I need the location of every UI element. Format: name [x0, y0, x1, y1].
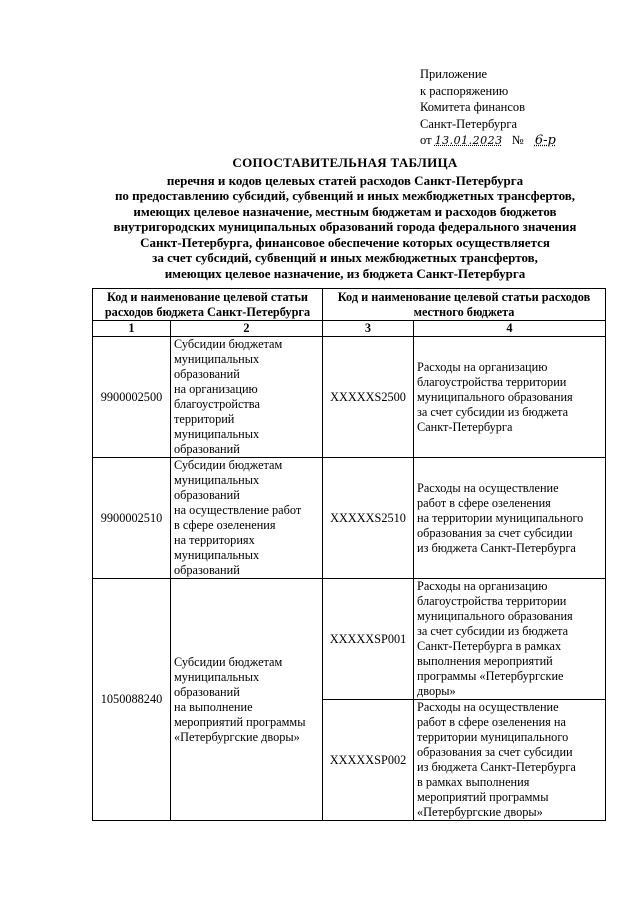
- title-line: Санкт-Петербурга, финансовое обеспечение которых осуществляется: [140, 234, 550, 250]
- document-title: [100, 155, 590, 281]
- local-name: Расходы на осуществление работ в сфере озеленения на территории муниципального образования за счет субсидии из бюджета Санкт-Петербурга в рамках выполнения мероприятий программы «Петербургские дворы»: [414, 700, 606, 821]
- appendix-line: к распоряжению: [420, 83, 509, 98]
- local-code: XXXXXS2510: [323, 458, 414, 579]
- title-line: перечня и кодов целевых статей расходов Санкт-Петербурга: [166, 172, 524, 188]
- title-line: внутригородских муниципальных образований города федерального значения: [113, 219, 577, 234]
- title-line: по предоставлению субсидий, субвенций и иных межбюджетных трансфертов,: [114, 188, 576, 203]
- table-header-row: [93, 289, 606, 321]
- number-sign: №: [511, 133, 524, 147]
- appendix-block: [420, 66, 556, 150]
- local-code: XXXXXS2500: [323, 337, 414, 458]
- appendix-line: Комитета финансов: [420, 100, 526, 114]
- appendix-date-line: [420, 132, 556, 150]
- header-local: Код и наименование целевой статьи расходов местного бюджета: [323, 289, 606, 321]
- local-code: XXXXXSP002: [323, 700, 414, 821]
- appendix-line: Приложение: [420, 67, 488, 81]
- table-row: [93, 458, 606, 579]
- handwritten-number: 6-р: [534, 133, 556, 148]
- spb-code: 9900002510: [93, 458, 171, 579]
- title-line: за счет субсидий, субвенций и иных межбюджетных трансфертов,: [152, 250, 538, 265]
- table-row: [93, 337, 606, 458]
- spb-code: 1050088240: [93, 579, 171, 821]
- title-main: СОПОСТАВИТЕЛЬНАЯ ТАБЛИЦА: [232, 155, 458, 170]
- local-code: XXXXXSP001: [323, 579, 414, 700]
- date-prefix: от: [420, 133, 432, 147]
- appendix-line: Санкт-Петербурга: [420, 116, 518, 131]
- spb-name: Субсидии бюджетам муниципальных образований на осуществление работ в сфере озеленения на территориях муниципальных образований: [171, 458, 323, 579]
- title-line: имеющих целевое назначение, местным бюджетам и расходов бюджетов: [133, 203, 557, 219]
- col-num: 1: [93, 321, 171, 337]
- header-spb: Код и наименование целевой статьи расходов бюджета Санкт-Петербурга: [93, 289, 323, 321]
- title-line: имеющих целевое назначение, из бюджета Санкт-Петербурга: [164, 265, 526, 281]
- local-name: Расходы на организацию благоустройства территории муниципального образования за счет субсидии из бюджета Санкт-Петербурга: [414, 337, 606, 458]
- comparison-table: [92, 288, 606, 821]
- column-number-row: [93, 321, 606, 337]
- local-name: Расходы на организацию благоустройства территории муниципального образования за счет субсидии из бюджета Санкт-Петербурга в рамках выполнения мероприятий программы «Петербургские дворы»: [414, 579, 606, 700]
- col-num: 2: [171, 321, 323, 337]
- spb-code: 9900002500: [93, 337, 171, 458]
- spb-name: Субсидии бюджетам муниципальных образований на выполнение мероприятий программы «Петербургские дворы»: [171, 579, 323, 821]
- local-name: Расходы на осуществление работ в сфере озеленения на территории муниципального образования за счет субсидии из бюджета Санкт-Петербурга: [414, 458, 606, 579]
- col-num: 4: [414, 321, 606, 337]
- spb-name: Субсидии бюджетам муниципальных образований на организацию благоустройства территорий муниципальных образований: [171, 337, 323, 458]
- table-row: [93, 579, 606, 700]
- col-num: 3: [323, 321, 414, 337]
- handwritten-date: 13.01.2023: [434, 134, 503, 147]
